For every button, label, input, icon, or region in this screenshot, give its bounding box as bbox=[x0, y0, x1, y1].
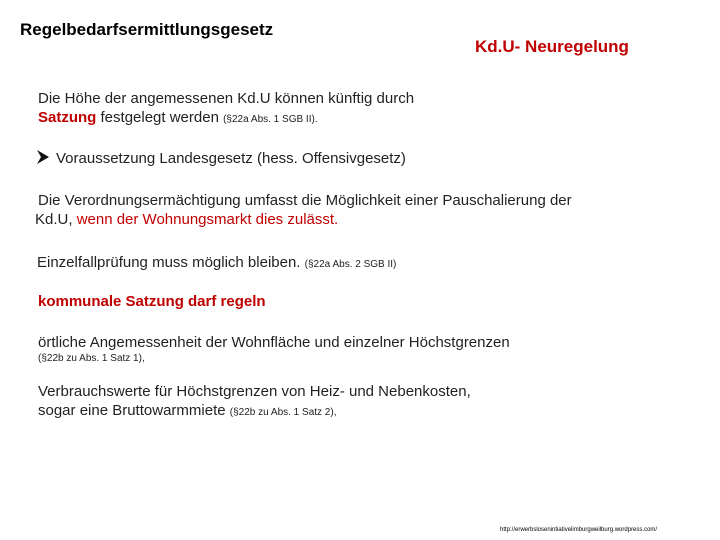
legal-reference: (§22a Abs. 1 SGB II). bbox=[223, 114, 318, 125]
bullet-item bbox=[36, 149, 406, 168]
arrow-bullet-icon bbox=[36, 149, 50, 165]
legal-reference: (§22b zu Abs. 1 Satz 1), bbox=[38, 353, 145, 364]
paragraph-verbrauchswerte bbox=[38, 382, 471, 422]
paragraph-text: sogar eine Bruttowarmmiete bbox=[38, 402, 230, 419]
footer-url[interactable]: http://erwerbslosenintiativelimburgweilburg.wordpress.com/ bbox=[500, 527, 658, 533]
highlight-satzung: Satzung bbox=[38, 109, 97, 126]
paragraph-line: örtliche Angemessenheit der Wohnfläche und einzelner Höchstgrenzen bbox=[38, 334, 510, 351]
paragraph-line bbox=[38, 108, 414, 129]
highlight-condition: wenn der Wohnungsmarkt dies zulässt. bbox=[76, 211, 339, 228]
paragraph-text: Einzelfallprüfung muss möglich bleiben. bbox=[37, 254, 305, 271]
legal-reference: (§22a Abs. 2 SGB II) bbox=[304, 259, 397, 270]
paragraph-line bbox=[38, 401, 471, 422]
paragraph-line: Verbrauchswerte für Höchstgrenzen von Heiz- und Nebenkosten, bbox=[38, 383, 471, 400]
section-title: Kd.U- Neuregelung bbox=[475, 37, 629, 56]
paragraph-satzung bbox=[38, 89, 414, 129]
page-title: Regelbedarfsermittlungsgesetz bbox=[20, 20, 274, 39]
bullet-text: Voraussetzung Landesgesetz (hess. Offensivgesetz) bbox=[56, 150, 406, 167]
paragraph-einzelfall bbox=[37, 253, 396, 274]
legal-reference: (§22b zu Abs. 1 Satz 2), bbox=[229, 407, 337, 418]
paragraph-text: Kd.U, bbox=[35, 211, 77, 228]
subheading-kommunale-satzung: kommunale Satzung darf regeln bbox=[38, 293, 266, 310]
paragraph-line: Die Höhe der angemessenen Kd.U können künftig durch bbox=[38, 90, 415, 107]
paragraph-line bbox=[35, 210, 572, 229]
paragraph-verordnung bbox=[35, 191, 572, 229]
paragraph-text: festgelegt werden bbox=[96, 109, 224, 126]
paragraph-wohnflaeche bbox=[38, 333, 510, 366]
paragraph-line: Die Verordnungsermächtigung umfasst die Möglichkeit einer Pauschalierung der bbox=[38, 192, 572, 209]
